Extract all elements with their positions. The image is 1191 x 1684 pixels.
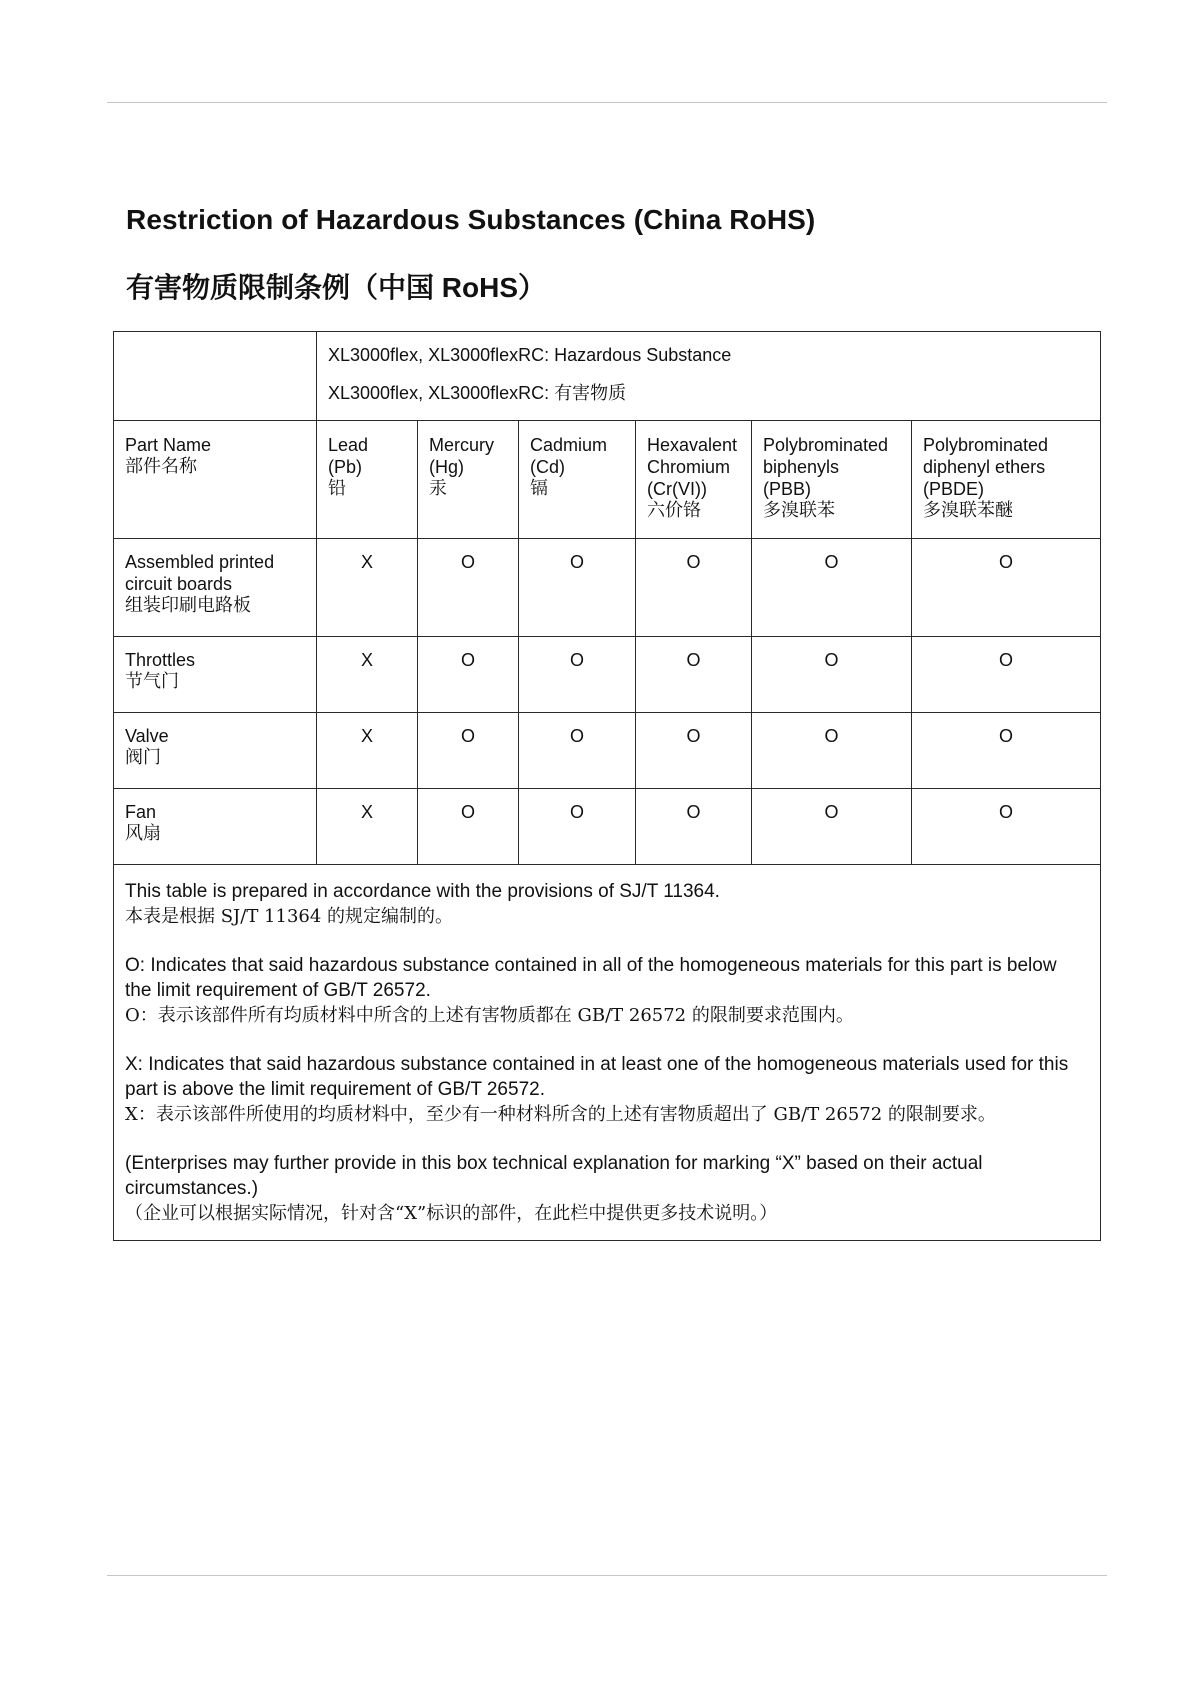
column-label-cn: 铅	[328, 478, 346, 499]
header-line-cn: XL3000flex, XL3000flexRC: 有害物质	[328, 383, 627, 403]
table-row	[114, 789, 1101, 865]
substance-mark: O	[636, 539, 752, 637]
substance-mark: O	[636, 713, 752, 789]
note-text-cn: 本表是根据 SJ/T 11364 的规定编制的。	[125, 906, 454, 927]
substance-mark: X	[317, 789, 418, 865]
substance-mark: X	[317, 539, 418, 637]
substance-mark: O	[519, 539, 636, 637]
note-text: O: Indicates that said hazardous substance contained in all of the homogeneous materials for this part is below the limit requirement of GB/T 26572.	[125, 955, 1057, 1001]
note-paragraph	[125, 1151, 1088, 1226]
column-label: Polybrominated	[923, 435, 1049, 455]
table-header-row	[114, 332, 1101, 421]
column-header-hexavalent-chromium	[636, 421, 752, 539]
substance-mark: O	[519, 637, 636, 713]
column-symbol: (Pb)	[328, 457, 363, 477]
column-label-cn: 多溴联苯	[763, 500, 835, 521]
substance-mark: O	[912, 789, 1101, 865]
column-label-cn: 多溴联苯醚	[923, 500, 1013, 521]
column-symbol: (PBB)	[763, 479, 812, 499]
column-label-cn: 六价铬	[647, 500, 701, 521]
column-header-cadmium	[519, 421, 636, 539]
column-header-lead	[317, 421, 418, 539]
column-headers-row	[114, 421, 1101, 539]
part-name-cell	[114, 789, 317, 865]
substance-mark: O	[912, 539, 1101, 637]
column-header-pbb	[752, 421, 912, 539]
part-name-label-cn: 部件名称	[125, 456, 197, 477]
note-paragraph	[125, 953, 1088, 1028]
column-header-mercury	[418, 421, 519, 539]
substance-mark: O	[418, 637, 519, 713]
page-title: Restriction of Hazardous Substances (China RoHS)	[126, 204, 816, 235]
part-name-cell	[114, 637, 317, 713]
header-line-en: XL3000flex, XL3000flexRC: Hazardous Substance	[328, 345, 732, 365]
substance-mark: O	[636, 789, 752, 865]
page-title-chinese: 有害物质限制条例（中国 RoHS）	[126, 272, 547, 303]
column-symbol: (Hg)	[429, 457, 464, 477]
column-label: Polybrominated	[763, 435, 889, 455]
footer-divider	[107, 1575, 1107, 1576]
column-symbol: (PBDE)	[923, 479, 985, 499]
note-text: (Enterprises may further provide in this box technical explanation for marking “X” based on their actual circumstances.)	[125, 1153, 983, 1199]
rohs-table	[113, 331, 1101, 1241]
note-paragraph	[125, 1052, 1088, 1127]
table-row	[114, 713, 1101, 789]
substance-mark: X	[317, 637, 418, 713]
substance-mark: O	[519, 713, 636, 789]
substance-mark: O	[519, 789, 636, 865]
notes-cell	[114, 865, 1101, 1241]
header-divider	[107, 102, 1107, 103]
notes-row	[114, 865, 1101, 1241]
column-symbol: (Cd)	[530, 457, 565, 477]
note-text-cn: X：表示该部件所使用的均质材料中，至少有一种材料所含的上述有害物质超出了 GB/T 26572 的限制要求。	[125, 1104, 996, 1125]
part-name-cell	[114, 713, 317, 789]
substance-mark: O	[752, 637, 912, 713]
note-text-cn: （企业可以根据实际情况，针对含“X”标识的部件，在此栏中提供更多技术说明。）	[125, 1203, 778, 1224]
column-label: Cadmium	[530, 435, 608, 455]
substance-mark: O	[752, 789, 912, 865]
substance-mark: O	[418, 713, 519, 789]
substance-mark: O	[418, 789, 519, 865]
column-label: Lead	[328, 435, 369, 455]
part-name-cn: 组装印刷电路板	[125, 595, 251, 616]
note-paragraph	[125, 879, 1088, 929]
column-label-cn: 镉	[530, 478, 548, 499]
note-text-cn: O：表示该部件所有均质材料中所含的上述有害物质都在 GB/T 26572 的限制要求范围内。	[125, 1005, 854, 1026]
substance-mark: O	[636, 637, 752, 713]
substance-mark: O	[912, 713, 1101, 789]
part-name-cell	[114, 539, 317, 637]
part-name-line2: circuit boards	[125, 574, 233, 594]
part-name-header	[114, 421, 317, 539]
substance-mark: X	[317, 713, 418, 789]
substance-mark: O	[418, 539, 519, 637]
table-row	[114, 539, 1101, 637]
substance-mark: O	[752, 713, 912, 789]
substance-mark: O	[912, 637, 1101, 713]
substance-mark: O	[752, 539, 912, 637]
part-name-label: Part Name	[125, 435, 212, 455]
part-name-cn: 风扇	[125, 823, 161, 844]
column-label-line2: diphenyl ethers	[923, 457, 1046, 477]
part-name: Fan	[125, 802, 157, 822]
column-label: Mercury	[429, 435, 495, 455]
column-header-pbde	[912, 421, 1101, 539]
hazardous-substance-header	[317, 332, 1101, 421]
part-name: Throttles	[125, 650, 196, 670]
note-text: X: Indicates that said hazardous substance contained in at least one of the homogeneous materials used for this part is above the limit requirement of GB/T 26572.	[125, 1054, 1069, 1100]
part-name-cn: 节气门	[125, 671, 179, 692]
table-row	[114, 637, 1101, 713]
column-label-line2: biphenyls	[763, 457, 840, 477]
column-label-line2: Chromium	[647, 457, 731, 477]
note-text: This table is prepared in accordance with the provisions of SJ/T 11364.	[125, 881, 720, 902]
column-label: Hexavalent	[647, 435, 738, 455]
column-symbol: (Cr(VI))	[647, 479, 707, 499]
part-name: Assembled printed	[125, 552, 275, 572]
column-label-cn: 汞	[429, 478, 447, 499]
part-name: Valve	[125, 726, 169, 746]
part-name-cn: 阀门	[125, 747, 161, 768]
empty-corner-cell	[114, 332, 317, 421]
